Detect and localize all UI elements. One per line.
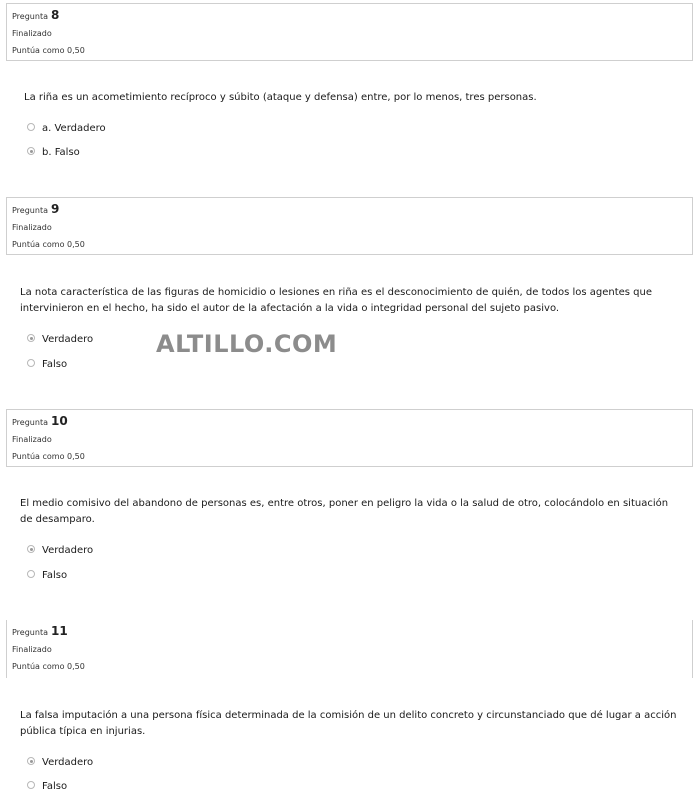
option-label: Falso xyxy=(42,359,68,370)
answer-option[interactable] xyxy=(27,780,67,794)
question-info-box xyxy=(6,197,693,255)
question-info-box xyxy=(6,620,693,678)
question-status: Finalizado xyxy=(12,29,52,38)
question-score: Puntúa como 0,50 xyxy=(12,240,85,249)
question-info-box xyxy=(6,3,693,61)
question-label: Pregunta 10 xyxy=(12,414,68,428)
question-score: Puntúa como 0,50 xyxy=(12,46,85,55)
answer-option[interactable] xyxy=(27,122,106,136)
answer-option[interactable] xyxy=(27,146,80,160)
option-label: Verdadero xyxy=(42,334,94,345)
question-label: Pregunta 9 xyxy=(12,202,60,216)
option-label: Falso xyxy=(42,570,68,581)
question-number: 8 xyxy=(50,8,60,22)
question-number: 10 xyxy=(50,414,68,428)
question-score: Puntúa como 0,50 xyxy=(12,662,85,671)
radio-button[interactable] xyxy=(27,123,35,131)
question-status: Finalizado xyxy=(12,435,52,444)
question-status: Finalizado xyxy=(12,223,52,232)
radio-button[interactable] xyxy=(27,570,35,578)
answer-option[interactable] xyxy=(27,569,67,583)
answer-option[interactable] xyxy=(27,544,93,558)
question-info-box xyxy=(6,409,693,467)
question-label: Pregunta 11 xyxy=(12,624,68,638)
radio-button[interactable] xyxy=(27,757,35,765)
question-label: Pregunta 8 xyxy=(12,8,60,22)
radio-button[interactable] xyxy=(27,545,35,553)
option-label: Verdadero xyxy=(42,545,94,556)
answer-option[interactable] xyxy=(27,756,93,770)
radio-button[interactable] xyxy=(27,359,35,367)
radio-button[interactable] xyxy=(27,781,35,789)
radio-button[interactable] xyxy=(27,334,35,342)
option-label: Falso xyxy=(42,781,68,792)
question-number: 9 xyxy=(50,202,60,216)
answer-option[interactable] xyxy=(27,333,93,347)
answer-option[interactable] xyxy=(27,358,67,372)
option-label: a. Verdadero xyxy=(42,123,106,134)
option-label: Verdadero xyxy=(42,757,94,768)
question-text: La falsa imputación a una persona física determinada de la comisión de un delito concreto y circunstanciado que dé lugar a acción pública típica en injurias. xyxy=(20,710,677,737)
question-status: Finalizado xyxy=(12,645,52,654)
watermark-text: ALTILLO.COM xyxy=(156,330,338,358)
question-text: La riña es un acometimiento recíproco y súbito (ataque y defensa) entre, por lo menos, tres personas. xyxy=(24,92,537,103)
option-label: b. Falso xyxy=(42,147,80,158)
question-text: El medio comisivo del abandono de personas es, entre otros, poner en peligro la vida o la salud de otro, colocándolo en situación de desamparo. xyxy=(20,498,669,525)
question-score: Puntúa como 0,50 xyxy=(12,452,85,461)
question-text: La nota característica de las figuras de homicidio o lesiones en riña es el desconocimiento de quién, de todos los agentes que intervinieron en el hecho, ha sido el autor de la afectación a la vida o integridad personal del sujeto pasivo. xyxy=(20,287,653,314)
radio-button[interactable] xyxy=(27,147,35,155)
question-number: 11 xyxy=(50,624,68,638)
